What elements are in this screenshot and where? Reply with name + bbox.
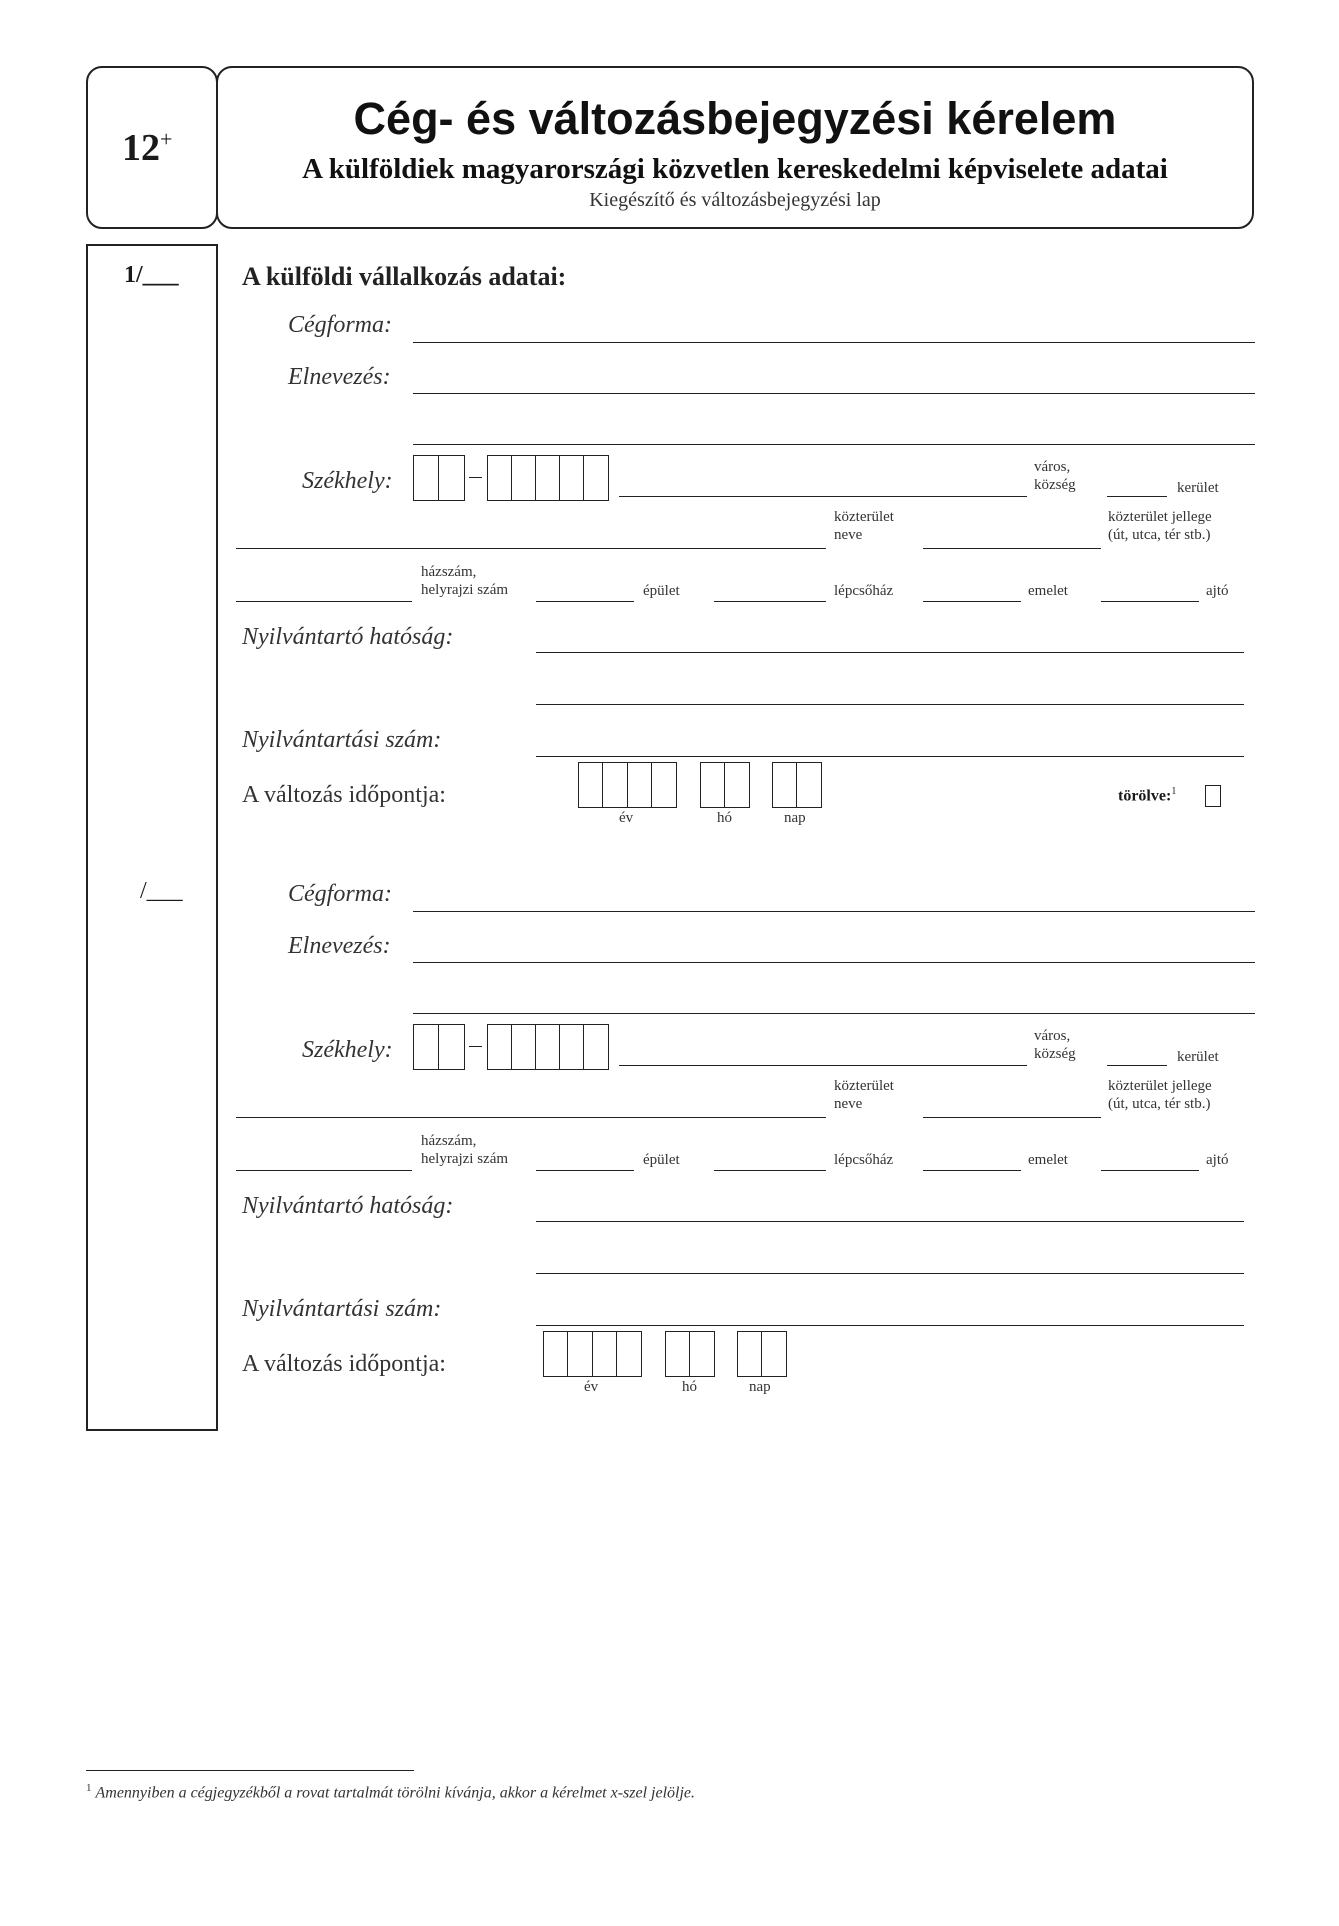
date-cell[interactable] (603, 763, 627, 807)
torolve-label (1118, 786, 1176, 805)
postcode-dash (469, 477, 482, 478)
date-cell[interactable] (593, 1332, 617, 1376)
date-day-boxes-2[interactable] (737, 1331, 787, 1377)
kozterulet-jellege-label-2: közterület jellege (út, utca, tér stb.) (1108, 1078, 1212, 1112)
postcode-cell[interactable] (536, 456, 560, 500)
hazszam-field-2[interactable] (236, 1170, 412, 1171)
section-number: 1/___ (124, 262, 179, 288)
torolve-sup: 1 (1171, 786, 1177, 797)
date-cell[interactable] (773, 763, 797, 807)
kozterulet-neve-label-2: közterület neve (834, 1078, 894, 1112)
date-cell[interactable] (628, 763, 652, 807)
date-cell[interactable] (762, 1332, 786, 1376)
lepcsohaz-field-2[interactable] (714, 1170, 826, 1171)
postcode-cell[interactable] (512, 456, 536, 500)
nyilvantartasi-szam-label-2: Nyilvántartási szám: (242, 1296, 442, 1322)
nap-label: nap (784, 810, 806, 826)
postcode-dash-2 (469, 1046, 482, 1047)
date-cell[interactable] (701, 763, 725, 807)
lepcsohaz-label-2: lépcsőház (834, 1152, 894, 1168)
postcode-cell[interactable] (488, 456, 512, 500)
cegforma-label-2: Cégforma: (288, 881, 392, 907)
nyilvantartasi-szam-label: Nyilvántartási szám: (242, 727, 442, 753)
sheet-type: Kiegészítő és változásbejegyzési lap (589, 189, 881, 211)
postcode-cell[interactable] (414, 456, 439, 500)
szekhely-label-2: Székhely: (302, 1037, 393, 1063)
elnevezes-field-line2[interactable] (413, 444, 1255, 445)
date-cell[interactable] (666, 1332, 690, 1376)
date-cell[interactable] (579, 763, 603, 807)
footnote-separator (86, 1770, 414, 1771)
varos-kozseg-label: város, község (1034, 459, 1076, 493)
kerulet-label-2: kerület (1177, 1049, 1219, 1065)
date-cell[interactable] (797, 763, 821, 807)
date-day-boxes[interactable] (772, 762, 822, 808)
szekhely-label: Székhely: (302, 468, 393, 494)
nyilvantarto-hatosag-field[interactable] (536, 652, 1244, 653)
epulet-label-2: épület (643, 1152, 680, 1168)
ajto-label: ajtó (1206, 583, 1229, 599)
nyilvantartasi-szam-field-2[interactable] (536, 1325, 1244, 1326)
footnote-mark: 1 (86, 1782, 92, 1794)
ajto-label-2: ajtó (1206, 1152, 1229, 1168)
nyilvantartasi-szam-field[interactable] (536, 756, 1244, 757)
date-month-boxes-2[interactable] (665, 1331, 715, 1377)
postcode-boxes-2[interactable] (487, 1024, 609, 1070)
kozterulet-neve-field-2[interactable] (236, 1117, 826, 1118)
varos-kozseg-label-2: város, község (1034, 1028, 1076, 1062)
kerulet-field[interactable] (1107, 496, 1167, 497)
section-number-column (86, 244, 218, 1431)
hazszam-field[interactable] (236, 601, 412, 602)
epulet-label: épület (643, 583, 680, 599)
kerulet-label: kerület (1177, 480, 1219, 496)
cegforma-field-2[interactable] (413, 911, 1255, 912)
postcode-cell[interactable] (439, 456, 464, 500)
postcode-boxes[interactable] (487, 455, 609, 501)
ajto-field[interactable] (1101, 601, 1199, 602)
postcode-cell[interactable] (584, 1025, 608, 1069)
emelet-label-2: emelet (1028, 1152, 1068, 1168)
postcode-cell[interactable] (439, 1025, 464, 1069)
page-title: Cég- és változásbejegyzési kérelem (353, 93, 1117, 144)
kozterulet-jellege-field-2[interactable] (923, 1117, 1101, 1118)
footnote (86, 1782, 695, 1802)
nyilvantarto-hatosag-field-line2[interactable] (536, 704, 1244, 705)
elnevezes-label: Elnevezés: (288, 364, 391, 390)
form-number (122, 126, 172, 170)
emelet-label: emelet (1028, 583, 1068, 599)
postcode-cell[interactable] (414, 1025, 439, 1069)
cegforma-field[interactable] (413, 342, 1255, 343)
lepcsohaz-field[interactable] (714, 601, 826, 602)
elnevezes-field-2[interactable] (413, 962, 1255, 963)
epulet-field-2[interactable] (536, 1170, 634, 1171)
date-month-boxes[interactable] (700, 762, 750, 808)
cegforma-label: Cégforma: (288, 312, 392, 338)
date-year-boxes-2[interactable] (543, 1331, 642, 1377)
date-cell[interactable] (738, 1332, 762, 1376)
postcode-cell[interactable] (584, 456, 608, 500)
valtozas-idopontja-label: A változás időpontja: (242, 782, 446, 808)
nyilvantarto-hatosag-label-2: Nyilvántartó hatóság: (242, 1193, 454, 1219)
date-cell[interactable] (568, 1332, 592, 1376)
ho-label: hó (717, 810, 732, 826)
kozterulet-jellege-label: közterület jellege (út, utca, tér stb.) (1108, 509, 1212, 543)
kozterulet-neve-field[interactable] (236, 548, 826, 549)
date-cell[interactable] (652, 763, 676, 807)
date-cell[interactable] (725, 763, 749, 807)
varos-field-2[interactable] (619, 1065, 1027, 1066)
nyilvantarto-hatosag-field-2[interactable] (536, 1221, 1244, 1222)
page-subtitle: A külföldiek magyarországi közvetlen kereskedelmi képviselete adatai (302, 153, 1168, 185)
varos-field[interactable] (619, 496, 1027, 497)
valtozas-idopontja-label-2: A változás időpontja: (242, 1351, 446, 1377)
hazszam-label: házszám, helyrajzi szám (421, 564, 509, 598)
torolve-text: törölve: (1118, 787, 1172, 805)
section-title: A külföldi vállalkozás adatai: (242, 262, 567, 291)
form-number-sup: + (160, 126, 173, 152)
nyilvantarto-hatosag-field-2-line2[interactable] (536, 1273, 1244, 1274)
elnevezes-field[interactable] (413, 393, 1255, 394)
ho-label-2: hó (682, 1379, 697, 1395)
date-cell[interactable] (544, 1332, 568, 1376)
ajto-field-2[interactable] (1101, 1170, 1199, 1171)
section-number-2: /___ (140, 878, 183, 904)
elnevezes-field-2-line2[interactable] (413, 1013, 1255, 1014)
postcode-country-boxes[interactable] (413, 455, 465, 501)
torolve-checkbox[interactable] (1205, 785, 1221, 807)
elnevezes-label-2: Elnevezés: (288, 933, 391, 959)
hazszam-label-2: házszám, helyrajzi szám (421, 1133, 509, 1167)
postcode-cell[interactable] (488, 1025, 512, 1069)
ev-label: év (619, 810, 634, 826)
kozterulet-jellege-field[interactable] (923, 548, 1101, 549)
date-cell[interactable] (617, 1332, 641, 1376)
form-number-value: 12 (122, 127, 160, 169)
epulet-field[interactable] (536, 601, 634, 602)
emelet-field[interactable] (923, 601, 1021, 602)
postcode-cell[interactable] (560, 456, 584, 500)
nap-label-2: nap (749, 1379, 771, 1395)
postcode-cell[interactable] (560, 1025, 584, 1069)
ev-label-2: év (584, 1379, 599, 1395)
date-cell[interactable] (690, 1332, 714, 1376)
postcode-country-boxes-2[interactable] (413, 1024, 465, 1070)
nyilvantarto-hatosag-label: Nyilvántartó hatóság: (242, 624, 454, 650)
footnote-text: Amennyiben a cégjegyzékből a rovat tartalmát törölni kívánja, akkor a kérelmet x-szel jelölje. (95, 1784, 696, 1802)
kerulet-field-2[interactable] (1107, 1065, 1167, 1066)
emelet-field-2[interactable] (923, 1170, 1021, 1171)
postcode-cell[interactable] (512, 1025, 536, 1069)
kozterulet-neve-label: közterület neve (834, 509, 894, 543)
date-year-boxes[interactable] (578, 762, 677, 808)
postcode-cell[interactable] (536, 1025, 560, 1069)
lepcsohaz-label: lépcsőház (834, 583, 894, 599)
